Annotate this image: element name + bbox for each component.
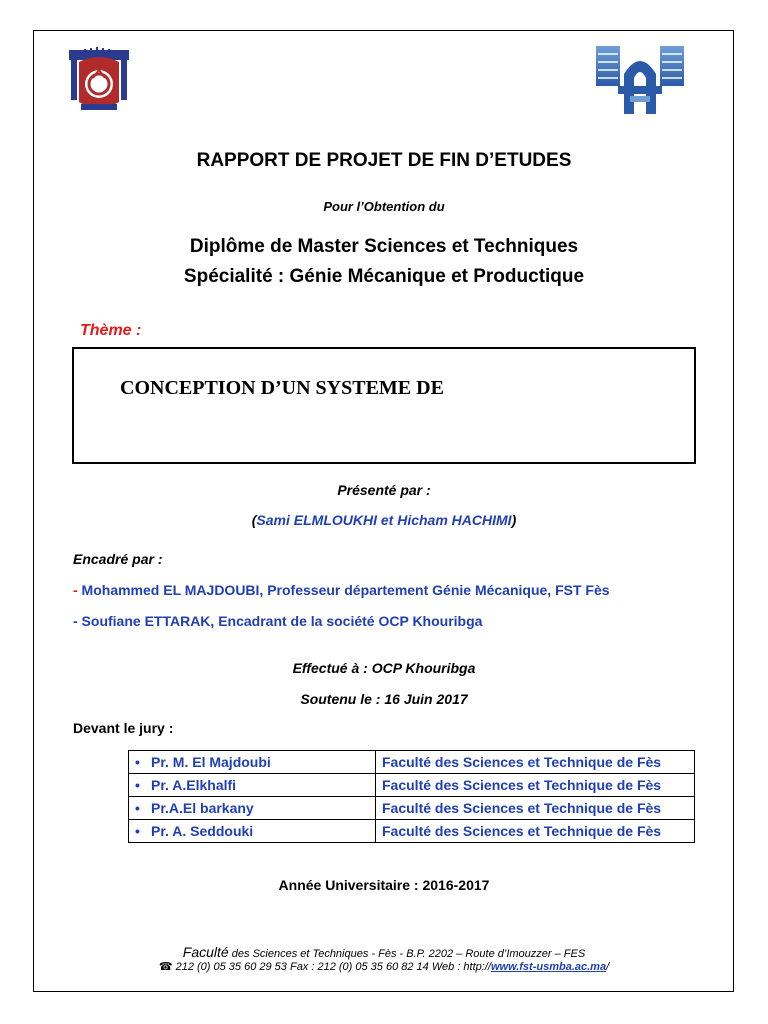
jury-faculty: Faculté des Sciences et Technique de Fès <box>376 751 695 774</box>
table-row <box>129 774 695 797</box>
obtention-subtitle: Pour l’Obtention du <box>323 199 445 214</box>
jury-name: Pr. A.Elkhalfi <box>151 777 237 793</box>
footer-contact <box>0 960 768 973</box>
jury-faculty: Faculté des Sciences et Technique de Fès <box>376 797 695 820</box>
jury-name-cell <box>129 797 376 820</box>
jury-name-cell <box>129 820 376 843</box>
table-row <box>129 751 695 774</box>
footer-address-text: des Sciences et Techniques - Fès - B.P. 2202 – Route d’Imouzzer – FES <box>228 948 586 960</box>
footer-faculty-word: Faculté <box>182 944 229 960</box>
jury-name-cell <box>129 751 376 774</box>
authors-open-paren: ( <box>251 512 257 528</box>
table-row <box>129 797 695 820</box>
bullet-icon: • <box>135 823 140 839</box>
theme-box <box>72 347 696 464</box>
jury-faculty: Faculté des Sciences et Technique de Fès <box>376 820 695 843</box>
jury-name: Pr. A. Seddouki <box>151 823 254 839</box>
presented-by-label: Présenté par : <box>337 482 431 498</box>
jury-name: Pr.A.El barkany <box>151 800 254 816</box>
bullet-icon: • <box>135 800 140 816</box>
footer-address <box>0 944 768 960</box>
supervisor-text: Mohammed EL MAJDOUBI, Professeur département Génie Mécanique, FST Fès <box>77 582 610 598</box>
theme-label: Thème : <box>80 322 142 339</box>
phone-icon: ☎ <box>158 961 173 973</box>
bullet-icon: • <box>135 754 140 770</box>
jury-table <box>128 750 695 843</box>
footer-url-end: / <box>606 961 610 973</box>
jury-label: Devant le jury : <box>73 720 174 736</box>
location-line: Effectué à : OCP Khouribga <box>292 660 476 676</box>
website-link[interactable]: www.fst-usmba.ac.ma <box>490 961 607 973</box>
jury-name: Pr. M. El Majdoubi <box>151 754 271 770</box>
bullet-icon: • <box>135 777 140 793</box>
supervisor-item <box>73 613 482 629</box>
table-row <box>129 820 695 843</box>
jury-faculty: Faculté des Sciences et Technique de Fès <box>376 774 695 797</box>
authors <box>0 512 768 528</box>
academic-year: Année Universitaire : 2016-2017 <box>278 877 490 893</box>
speciality-title: Spécialité : Génie Mécanique et Productique <box>183 266 585 287</box>
jury-name-cell <box>129 774 376 797</box>
university-emblem-icon <box>594 44 686 118</box>
defense-date-line: Soutenu le : 16 Juin 2017 <box>300 691 468 707</box>
supervisor-dash: - <box>73 582 78 598</box>
page-border <box>33 30 734 992</box>
supervisor-dash: - <box>73 613 78 629</box>
diploma-title: Diplôme de Master Sciences et Techniques <box>189 236 579 257</box>
authors-names: Sami ELMLOUKHI et Hicham HACHIMI <box>256 512 512 528</box>
theme-text: CONCEPTION D’UN SYSTEME DE <box>120 377 444 399</box>
supervisor-item <box>73 582 610 598</box>
supervisor-text: Soufiane ETTARAK, Encadrant de la société OCP Khouribga <box>77 613 483 629</box>
footer-contact-text: 212 (0) 05 35 60 29 53 Fax : 212 (0) 05 35 60 82 14 Web : http:// <box>172 961 491 973</box>
report-title: RAPPORT DE PROJET DE FIN D’ETUDES <box>196 150 572 171</box>
supervised-by-label: Encadré par : <box>73 551 163 567</box>
authors-close-paren: ) <box>511 512 517 528</box>
university-crest-icon <box>65 44 133 116</box>
